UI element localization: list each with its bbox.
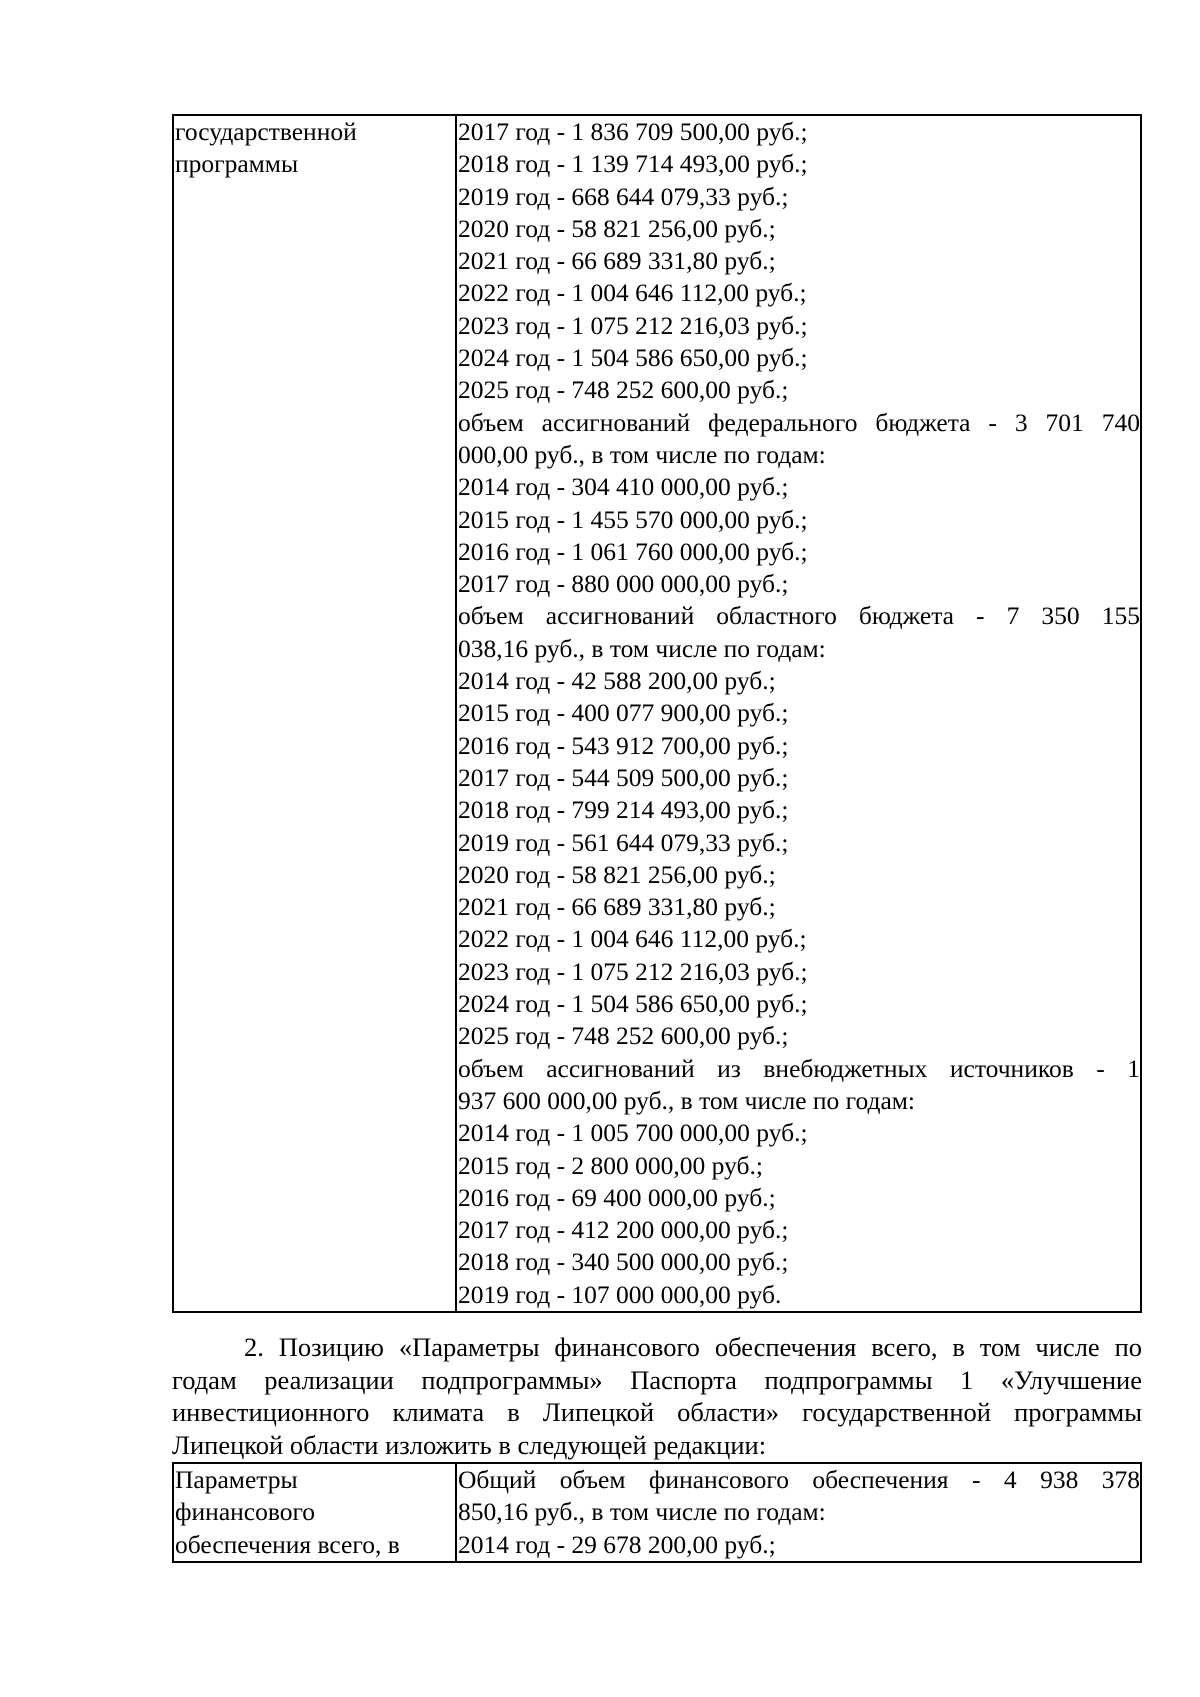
- value-line: 2020 год - 58 821 256,00 руб.;: [458, 213, 776, 243]
- value-line: 2025 год - 748 252 600,00 руб.;: [458, 375, 789, 405]
- value-line: 2016 год - 69 400 000,00 руб.;: [458, 1182, 776, 1212]
- value-line: Общий объем финансового обеспечения - 4 938 378: [458, 1465, 1140, 1494]
- table-row: [173, 115, 1141, 1312]
- paragraph-line: инвестиционного климата в Липецкой области» государственной программы: [172, 1397, 1142, 1427]
- value-line: 2017 год - 880 000 000,00 руб.;: [458, 569, 789, 599]
- value-line: 000,00 руб., в том числе по годам:: [458, 439, 826, 469]
- value-line: 2021 год - 66 689 331,80 руб.;: [458, 246, 776, 276]
- value-line: 2014 год - 42 588 200,00 руб.;: [458, 666, 776, 696]
- value-line: 2016 год - 1 061 760 000,00 руб.;: [458, 536, 808, 566]
- value-line: 850,16 руб., в том числе по годам:: [458, 1497, 826, 1527]
- value-line: объем ассигнований федерального бюджета - 3 701 740: [458, 407, 1140, 437]
- parameter-value-cell: [456, 115, 1141, 1312]
- value-line: 2017 год - 412 200 000,00 руб.;: [458, 1215, 789, 1245]
- value-line: 2020 год - 58 821 256,00 руб.;: [458, 859, 776, 889]
- value-line: 038,16 руб., в том числе по годам:: [458, 633, 826, 663]
- value-line: 2014 год - 304 410 000,00 руб.;: [458, 472, 789, 502]
- value-line: 2015 год - 1 455 570 000,00 руб.;: [458, 504, 808, 534]
- value-line: 2022 год - 1 004 646 112,00 руб.;: [458, 924, 807, 954]
- parameter-label-line: Параметры: [175, 1465, 298, 1494]
- parameter-label-line: финансового: [175, 1497, 316, 1527]
- value-line: 2018 год - 340 500 000,00 руб.;: [458, 1247, 789, 1277]
- value-line: объем ассигнований областного бюджета - 7 350 155: [458, 601, 1140, 631]
- value-line: 2023 год - 1 075 212 216,03 руб.;: [458, 310, 808, 340]
- value-line: 937 600 000,00 руб., в том числе по годам:: [458, 1085, 916, 1115]
- parameter-name-cell: [173, 115, 456, 1312]
- amendment-paragraph: [172, 1331, 1142, 1461]
- value-line: 2024 год - 1 504 586 650,00 руб.;: [458, 989, 808, 1019]
- parameter-label-line: государственной: [175, 117, 357, 146]
- value-line: 2023 год - 1 075 212 216,03 руб.;: [458, 956, 808, 986]
- value-line: 2016 год - 543 912 700,00 руб.;: [458, 730, 789, 760]
- value-line: 2017 год - 1 836 709 500,00 руб.;: [458, 117, 808, 146]
- financing-table-continued: [172, 114, 1142, 1313]
- table-row: [173, 1463, 1141, 1562]
- value-line: 2014 год - 1 005 700 000,00 руб.;: [458, 1118, 808, 1148]
- value-line: 2014 год - 29 678 200,00 руб.;: [458, 1529, 776, 1559]
- value-line: 2017 год - 544 509 500,00 руб.;: [458, 762, 789, 792]
- parameter-label-line: обеспечения всего, в: [175, 1529, 400, 1559]
- parameter-name-cell: [173, 1463, 456, 1562]
- value-line: 2018 год - 799 214 493,00 руб.;: [458, 795, 789, 825]
- value-line: 2015 год - 2 800 000,00 руб.;: [458, 1150, 763, 1180]
- value-line: 2022 год - 1 004 646 112,00 руб.;: [458, 278, 807, 308]
- paragraph-line: 2. Позицию «Параметры финансового обеспечения всего, в том числе по: [244, 1332, 1142, 1362]
- parameter-value-cell: [456, 1463, 1141, 1562]
- value-line: 2018 год - 1 139 714 493,00 руб.;: [458, 149, 808, 179]
- value-line: 2019 год - 561 644 079,33 руб.;: [458, 827, 789, 857]
- paragraph-line: Липецкой области изложить в следующей редакции:: [172, 1429, 767, 1460]
- value-line: 2021 год - 66 689 331,80 руб.;: [458, 892, 776, 922]
- paragraph-line: годам реализации подпрограммы» Паспорта подпрограммы 1 «Улучшение: [172, 1364, 1142, 1395]
- value-line: 2019 год - 668 644 079,33 руб.;: [458, 181, 789, 211]
- value-line: 2015 год - 400 077 900,00 руб.;: [458, 698, 789, 728]
- value-line: 2019 год - 107 000 000,00 руб.: [458, 1279, 782, 1309]
- value-line: 2025 год - 748 252 600,00 руб.;: [458, 1021, 789, 1051]
- value-line: 2024 год - 1 504 586 650,00 руб.;: [458, 343, 808, 373]
- value-line: объем ассигнований из внебюджетных источников - 1: [458, 1053, 1140, 1083]
- subprogram-financing-table: [172, 1462, 1142, 1563]
- parameter-label-line: программы: [175, 149, 299, 179]
